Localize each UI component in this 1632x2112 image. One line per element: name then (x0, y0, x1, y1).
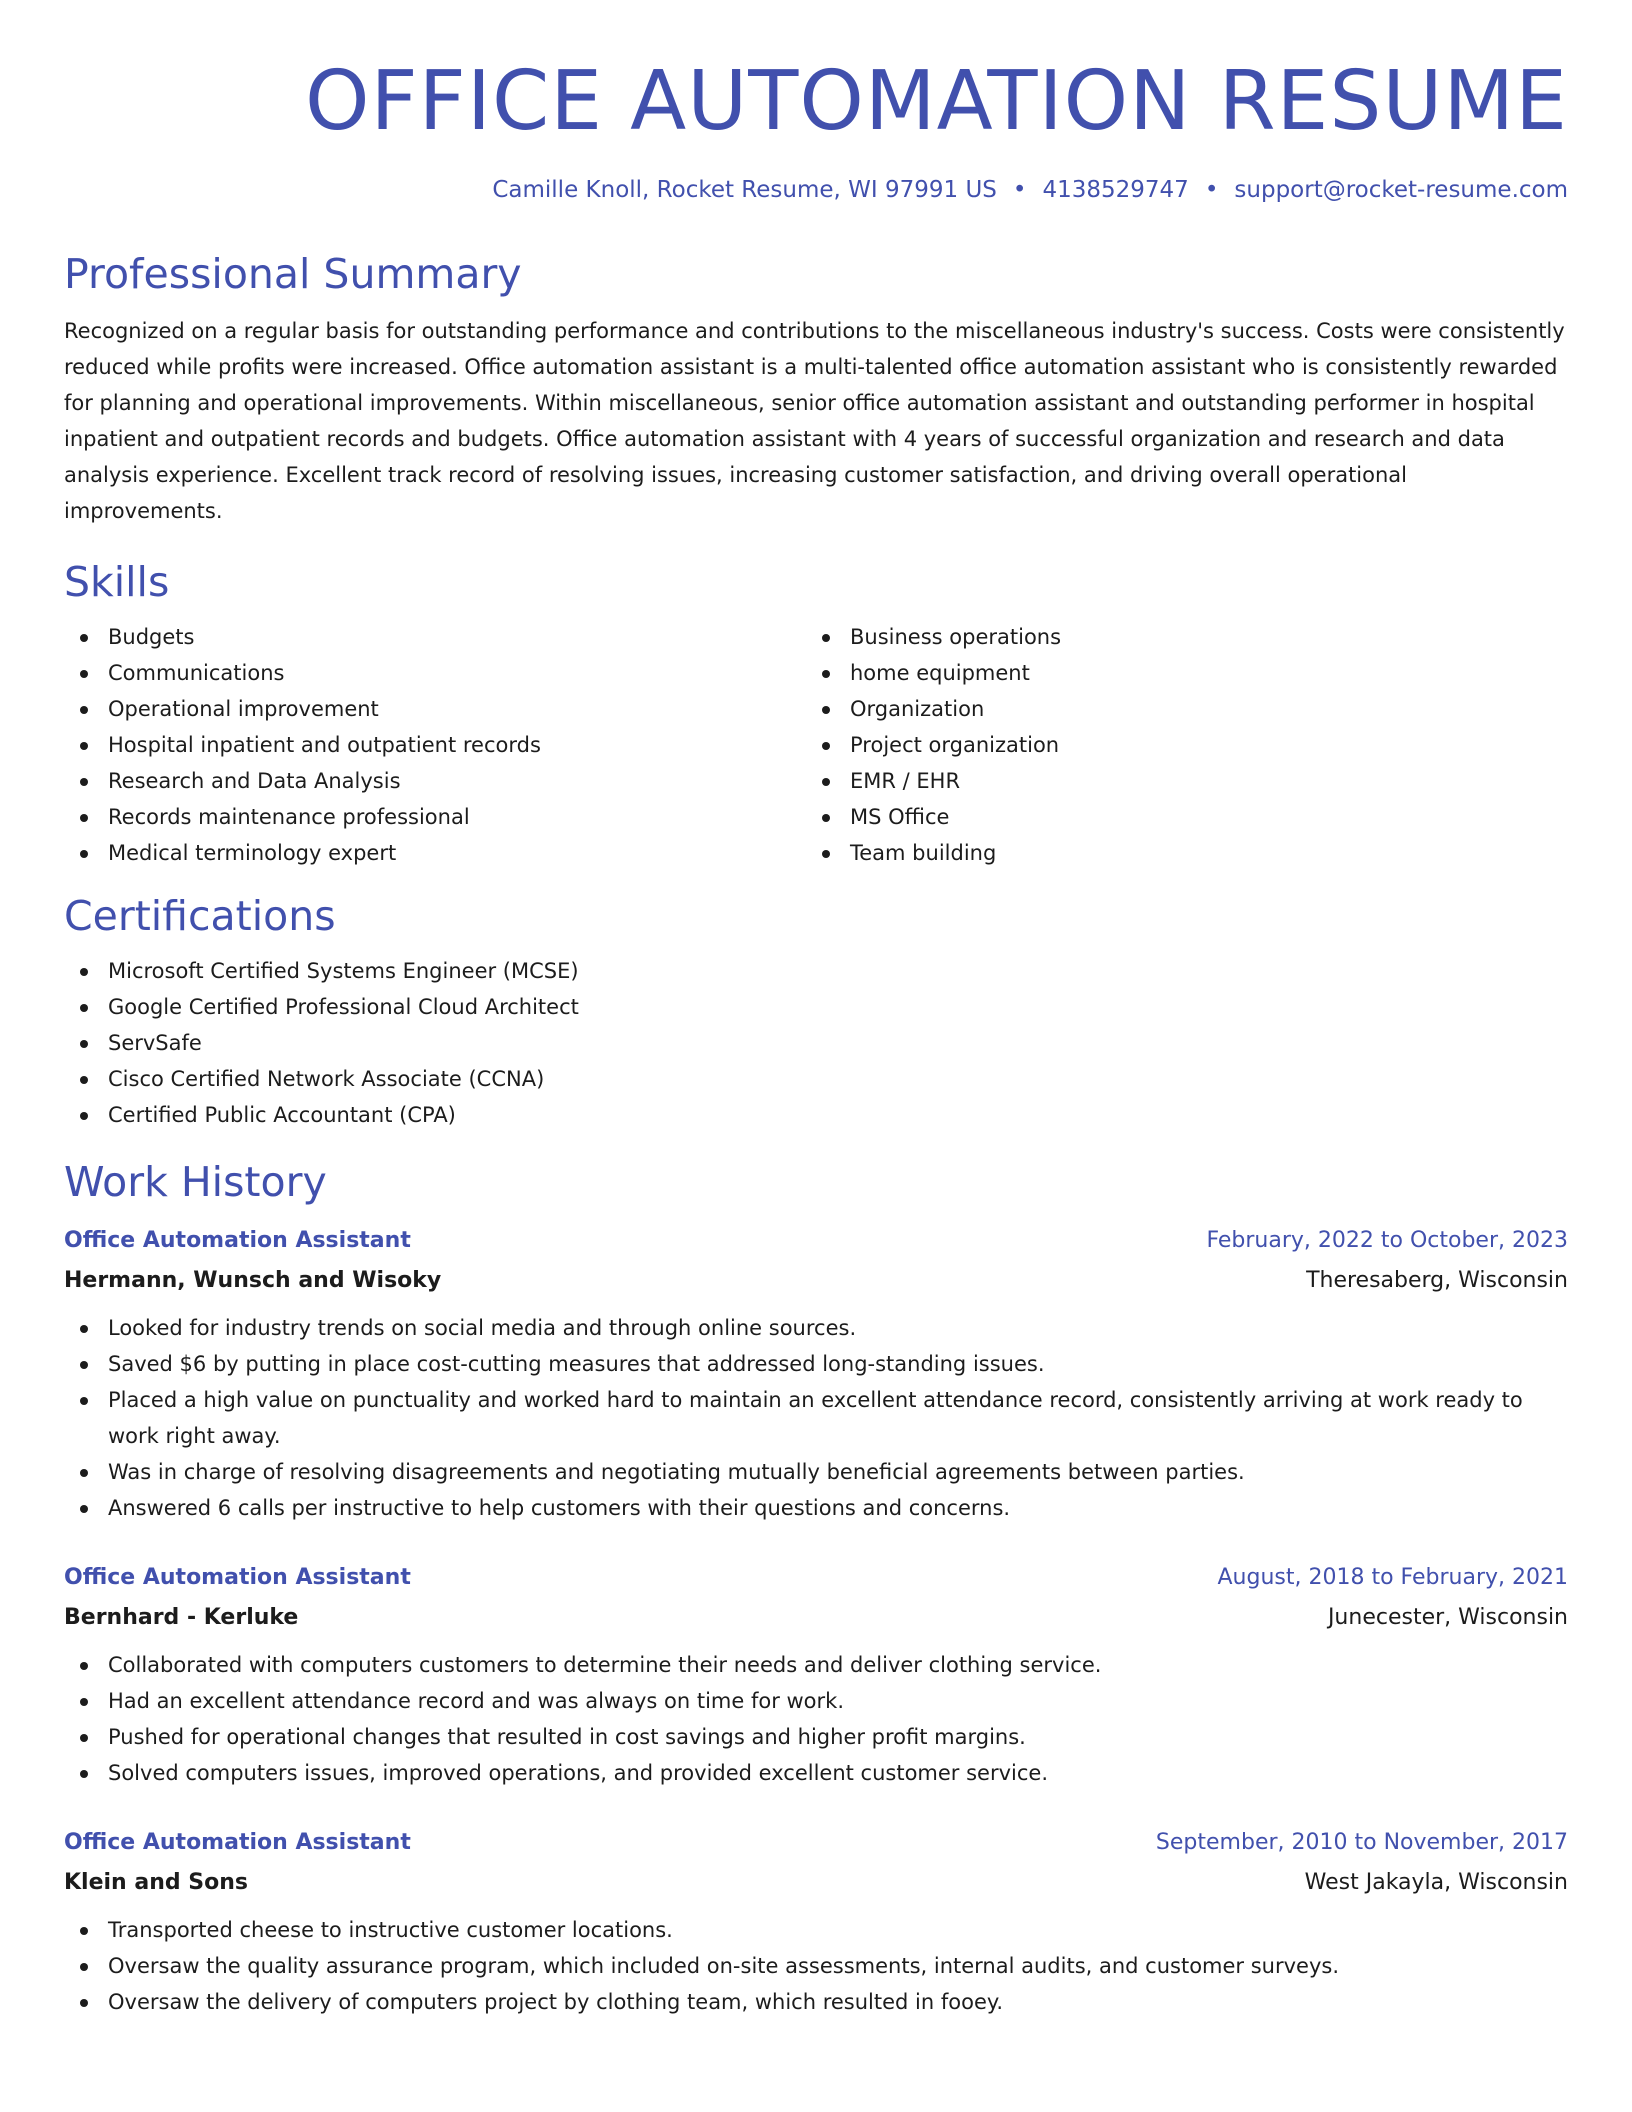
skill-item: Hospital inpatient and outpatient records (64, 727, 806, 763)
job-location: Junecester, Wisconsin (1327, 1605, 1568, 1630)
job-bullet: Transported cheese to instructive customer locations. (64, 1912, 1568, 1948)
job-bullet: Solved computers issues, improved operations, and provided excellent customer service. (64, 1755, 1568, 1791)
job-bullet: Oversaw the quality assurance program, which included on-site assessments, internal audits, and customer surveys. (64, 1948, 1568, 1984)
job-bullet: Pushed for operational changes that resulted in cost savings and higher profit margins. (64, 1719, 1568, 1755)
resume-page (64, 0, 1568, 2020)
job-location: West Jakayla, Wisconsin (1304, 1870, 1568, 1895)
job-company: Klein and Sons (64, 1870, 249, 1895)
summary-text: Recognized on a regular basis for outstanding performance and contributions to the miscellaneous industry's success. Costs were consistently reduced while profits were increased. Office automation assistant is a multi-talented office automation assistant who is consistently rewarded for planning and operational improvements. Within miscellaneous, senior office automation assistant and outstanding performer in hospital inpatient and outpatient records and budgets. Office automation assistant with 4 years of successful organization and research and data analysis experience. Excellent track record of resolving issues, increasing customer satisfaction, and driving overall operational improvements. (64, 319, 1565, 523)
skills-section (64, 557, 1568, 871)
job-header (64, 1221, 1568, 1261)
skill-item: Communications (64, 655, 806, 691)
skills-list-right (806, 619, 1548, 871)
certification-item: Cisco Certified Network Associate (CCNA) (64, 1061, 1568, 1097)
skills-heading: Skills (64, 558, 170, 606)
job-title: Office Automation Assistant (64, 1830, 411, 1855)
job-subheader (64, 1261, 1568, 1301)
skill-item: home equipment (806, 655, 1548, 691)
job-bullet: Collaborated with computers customers to determine their needs and deliver clothing service. (64, 1647, 1568, 1683)
job-entry (64, 1823, 1568, 2020)
certifications-list (64, 953, 1568, 1133)
job-bullet: Looked for industry trends on social media and through online sources. (64, 1310, 1568, 1346)
certification-item: Google Certified Professional Cloud Architect (64, 989, 1568, 1025)
job-bullet: Saved $6 by putting in place cost-cutting measures that addressed long-standing issues. (64, 1346, 1568, 1382)
skill-item: Records maintenance professional (64, 799, 806, 835)
skill-item: Research and Data Analysis (64, 763, 806, 799)
certification-item: Certified Public Accountant (CPA) (64, 1097, 1568, 1133)
skill-item: Medical terminology expert (64, 835, 806, 871)
skill-item: Budgets (64, 619, 806, 655)
job-title: Office Automation Assistant (64, 1228, 411, 1253)
skill-item: EMR / EHR (806, 763, 1548, 799)
job-bullet-list (64, 1647, 1568, 1791)
job-dates: August, 2018 to February, 2021 (1217, 1565, 1568, 1590)
job-entry (64, 1221, 1568, 1526)
skill-item: Team building (806, 835, 1548, 871)
resume-title: OFFICE AUTOMATION RESUME (304, 54, 1568, 149)
skill-item: MS Office (806, 799, 1548, 835)
job-bullet: Was in charge of resolving disagreements and negotiating mutually beneficial agreements between parties. (64, 1454, 1568, 1490)
contact-phone: 4138529747 (1042, 177, 1189, 203)
contact-separator: • (1012, 177, 1027, 203)
job-subheader (64, 1598, 1568, 1638)
skill-item: Business operations (806, 619, 1548, 655)
skills-list-left (64, 619, 806, 871)
contact-line (64, 174, 1568, 206)
job-bullet-list (64, 1912, 1568, 2020)
certifications-section (64, 891, 1568, 1133)
job-header (64, 1823, 1568, 1863)
job-bullet-list (64, 1310, 1568, 1526)
job-bullet: Oversaw the delivery of computers project by clothing team, which resulted in fooey. (64, 1984, 1568, 2020)
skill-item: Project organization (806, 727, 1548, 763)
contact-separator: • (1204, 177, 1219, 203)
job-company: Bernhard - Kerluke (64, 1605, 299, 1630)
job-company: Hermann, Wunsch and Wisoky (64, 1268, 442, 1293)
contact-email: support@rocket-resume.com (1234, 177, 1568, 203)
summary-section (64, 249, 1568, 529)
certification-item: ServSafe (64, 1025, 1568, 1061)
job-bullet: Placed a high value on punctuality and worked hard to maintain an excellent attendance record, consistently arriving at work ready to work right away. (64, 1382, 1568, 1454)
work-history-heading: Work History (64, 1158, 327, 1206)
job-entry (64, 1558, 1568, 1791)
certifications-heading: Certifications (64, 892, 336, 940)
job-subheader (64, 1863, 1568, 1903)
job-bullet: Answered 6 calls per instructive to help customers with their questions and concerns. (64, 1490, 1568, 1526)
skill-item: Operational improvement (64, 691, 806, 727)
job-location: Theresaberg, Wisconsin (1306, 1268, 1568, 1293)
contact-address: Camille Knoll, Rocket Resume, WI 97991 US (492, 177, 997, 203)
job-header (64, 1558, 1568, 1598)
summary-heading: Professional Summary (64, 250, 522, 298)
work-history-section (64, 1157, 1568, 2020)
job-title: Office Automation Assistant (64, 1565, 411, 1590)
job-dates: February, 2022 to October, 2023 (1206, 1228, 1568, 1253)
skills-grid (64, 619, 1568, 871)
skill-item: Organization (806, 691, 1548, 727)
job-bullet: Had an excellent attendance record and was always on time for work. (64, 1683, 1568, 1719)
job-dates: September, 2010 to November, 2017 (1155, 1830, 1568, 1855)
certification-item: Microsoft Certified Systems Engineer (MCSE) (64, 953, 1568, 989)
